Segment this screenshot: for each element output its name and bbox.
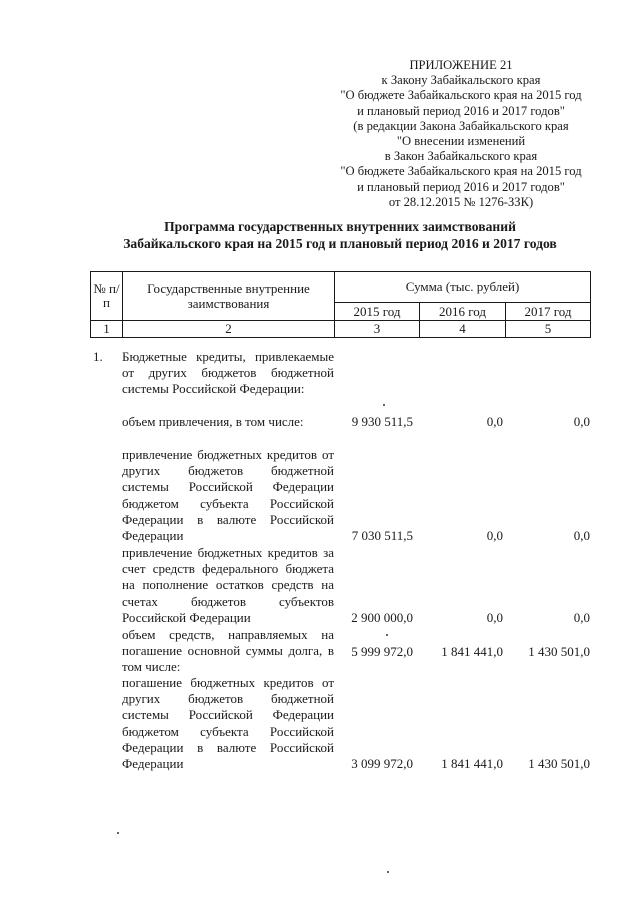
row-description: привлечение бюджетных кредитов за счет средств федерального бюджета на пополнение остатков средств на счетах бюджетов субъектов Российской Федерации [122, 545, 334, 625]
value-2015: 9 930 511,5 [351, 414, 413, 429]
value-2017: 0,0 [573, 414, 590, 429]
scan-speck [386, 634, 388, 636]
column-number-1: 1 [91, 321, 123, 338]
scan-speck [383, 404, 385, 406]
appendix-line: ПРИЛОЖЕНИЕ 21 [409, 58, 513, 72]
value-2017: 0,0 [573, 610, 590, 625]
appendix-line: "О внесении изменений [396, 134, 526, 149]
header-year-2015: 2015 год [335, 303, 420, 321]
appendix-line: и плановый период 2016 и 2017 годов" [357, 103, 565, 118]
row-description: привлечение бюджетных кредитов от других бюджетов бюджетной системы Российской Федерации бюджетом субъекта Российской Федерации в валюте Российской Федерации [122, 447, 334, 544]
header-number: № п/п [91, 272, 123, 321]
value-2015: 7 030 511,5 [351, 528, 413, 543]
value-2017: 0,0 [573, 528, 590, 543]
value-2015: 3 099 972,0 [351, 756, 413, 771]
value-2016: 0,0 [486, 528, 503, 543]
header-year-2016: 2016 год [420, 303, 506, 321]
header-year-2017: 2017 год [506, 303, 591, 321]
row-description: Бюджетные кредиты, привлекаемые от других бюджетов бюджетной системы Российской Федерации: [122, 349, 334, 397]
value-2015: 5 999 972,0 [351, 644, 413, 659]
appendix-line: (в редакции Закона Забайкальского края [353, 118, 569, 133]
value-2016: 0,0 [486, 610, 503, 625]
row-description: объем средств, направляемых на погашение основной суммы долга, в том числе: [122, 627, 334, 675]
scan-speck [387, 871, 389, 873]
appendix-line: "О бюджете Забайкальского края на 2015 год [340, 164, 582, 179]
appendix-line: и плановый период 2016 и 2017 годов" [357, 179, 565, 194]
appendix-line: от 28.12.2015 № 1276-ЗЗК) [388, 194, 534, 209]
title-line-1: Программа государственных внутренних заимствований [164, 219, 516, 234]
header-borrowings: Государственные внутренние заимствования [123, 272, 335, 321]
appendix-line: "О бюджете Забайкальского края на 2015 год [340, 88, 582, 103]
value-2016: 1 841 441,0 [441, 644, 503, 659]
value-2016: 0,0 [486, 414, 503, 429]
table-header [90, 271, 591, 338]
appendix-header [316, 58, 606, 210]
appendix-line: к Закону Забайкальского края [381, 73, 541, 88]
title-line-2: Забайкальского края на 2015 год и плановый период 2016 и 2017 годов [123, 236, 557, 251]
row-description: погашение бюджетных кредитов от других бюджетов бюджетной системы Российской Федерации бюджетом субъекта Российской Федерации в валюте Российской Федерации [122, 675, 334, 772]
scan-speck [117, 832, 119, 834]
header-sum: Сумма (тыс. рублей) [335, 272, 591, 303]
value-2017: 1 430 501,0 [528, 644, 590, 659]
row-description: объем привлечения, в том числе: [122, 414, 304, 429]
value-2016: 1 841 441,0 [441, 756, 503, 771]
column-number-3: 3 [335, 321, 420, 338]
appendix-line: в Закон Забайкальского края [384, 149, 538, 164]
row-number: 1. [93, 349, 103, 364]
column-number-4: 4 [420, 321, 506, 338]
value-2015: 2 900 000,0 [351, 610, 413, 625]
column-number-2: 2 [123, 321, 335, 338]
value-2017: 1 430 501,0 [528, 756, 590, 771]
column-number-5: 5 [506, 321, 591, 338]
document-title [90, 218, 590, 252]
